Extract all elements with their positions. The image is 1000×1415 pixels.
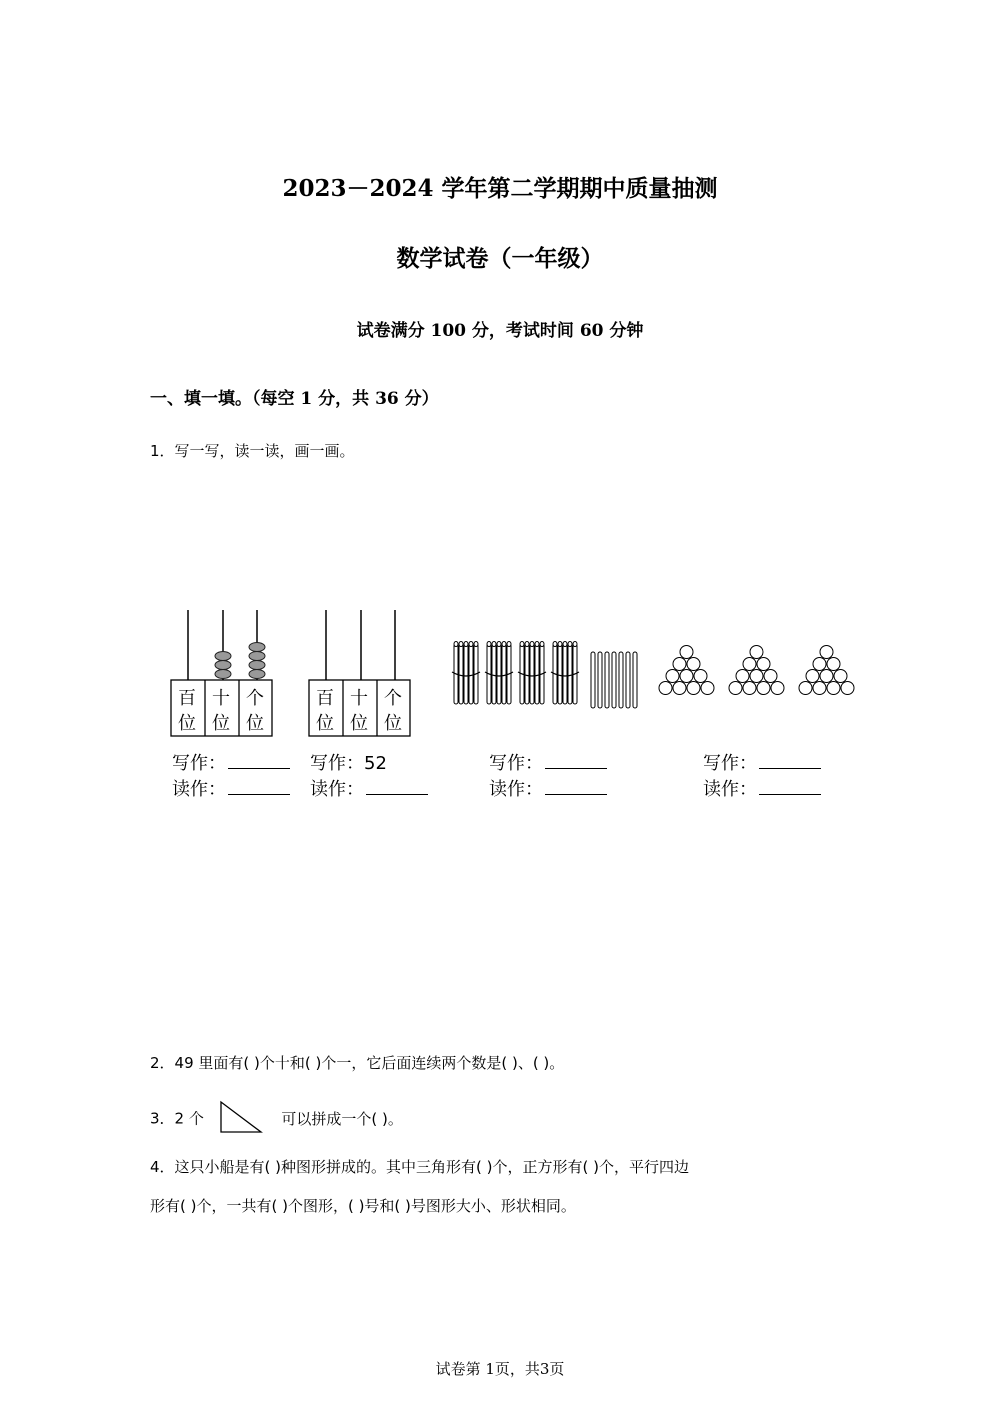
stick-bundle (518, 642, 546, 705)
abacus-bead (215, 661, 231, 670)
loose-stick (598, 652, 602, 708)
ball-triangle (799, 646, 854, 695)
stick-bundle (485, 642, 513, 705)
abacus-label-hundreds: 百 (316, 688, 334, 709)
abacus-label-hundreds: 百 (178, 688, 196, 709)
loose-stick (626, 652, 630, 708)
abacus-bead (249, 643, 265, 652)
q3-text-before: 3．2 个 (150, 1109, 204, 1128)
abacus-label-wei: 位 (316, 713, 334, 734)
ball-triangle (659, 646, 714, 695)
answer-blank[interactable] (545, 754, 607, 769)
answer-blank[interactable] (759, 754, 821, 769)
balls-figure (655, 644, 870, 708)
loose-stick (619, 652, 623, 708)
answer-blank[interactable] (366, 780, 428, 795)
abacus-label-ones: 个 (384, 688, 402, 709)
write-line-3 (489, 749, 607, 775)
write-label: 写作： (489, 753, 543, 774)
write-label: 写作： (703, 753, 757, 774)
read-label: 读作： (489, 779, 543, 800)
write-line-4 (703, 749, 821, 775)
abacus-label-ones: 个 (246, 688, 264, 709)
write-label: 写作： (172, 753, 226, 774)
triangle-icon (209, 1100, 267, 1130)
abacus-label-wei: 位 (350, 713, 368, 734)
loose-stick (605, 652, 609, 708)
read-label: 读作： (310, 779, 364, 800)
question-4-line-1: 4．这只小船是有( )种图形拼成的。其中三角形有( )个，正方形有( )个，平行四边 (150, 1158, 689, 1176)
abacus-label-wei: 位 (212, 713, 230, 734)
page-footer: 试卷第 1页，共3页 (435, 1360, 565, 1378)
abacus-label-wei: 位 (246, 713, 264, 734)
sticks-figure (448, 634, 648, 718)
given-value: 52 (364, 753, 387, 774)
read-label: 读作： (172, 779, 226, 800)
abacus-label-wei: 位 (384, 713, 402, 734)
loose-stick (633, 652, 637, 708)
section-heading: 一、填一填。（每空 1 分，共 36 分） (150, 389, 439, 409)
question-2: 2．49 里面有( )个十和( )个一，它后面连续两个数是( )、( )。 (150, 1054, 565, 1072)
answer-blank[interactable] (228, 780, 290, 795)
exam-note: 试卷满分 100 分，考试时间 60 分钟 (356, 321, 644, 341)
abacus-label-tens: 十 (212, 688, 230, 709)
loose-stick (612, 652, 616, 708)
read-line-1 (172, 775, 290, 801)
read-line-3 (489, 775, 607, 801)
answer-blank[interactable] (545, 780, 607, 795)
abacus-bead (249, 661, 265, 670)
abacus-bead (249, 670, 265, 679)
question-3 (150, 1104, 403, 1134)
abacus-figure-2 (306, 608, 416, 744)
write-line-1 (172, 749, 290, 775)
abacus-bead (215, 670, 231, 679)
abacus-bead (249, 652, 265, 661)
question-1-prompt: 1．写一写，读一读，画一画。 (150, 442, 355, 460)
write-line-2 (310, 749, 387, 775)
write-label: 写作： (310, 753, 364, 774)
stick-bundle (452, 642, 480, 705)
question-4-line-2: 形有( )个，一共有( )个图形，( )号和( )号图形大小、形状相同。 (150, 1197, 576, 1215)
stick-bundle (551, 642, 579, 705)
exam-subtitle: 数学试卷（一年级） (396, 245, 604, 272)
exam-title: 2023－2024 学年第二学期期中质量抽测 (282, 175, 718, 202)
read-line-4 (703, 775, 821, 801)
answer-blank[interactable] (228, 754, 290, 769)
abacus-bead (215, 652, 231, 661)
abacus-label-wei: 位 (178, 713, 196, 734)
q3-text-after: 可以拼成一个( )。 (281, 1109, 403, 1128)
read-line-2 (310, 775, 428, 801)
abacus-label-tens: 十 (350, 688, 368, 709)
answer-blank[interactable] (759, 780, 821, 795)
loose-stick (591, 652, 595, 708)
read-label: 读作： (703, 779, 757, 800)
abacus-figure-1 (168, 608, 278, 744)
ball-triangle (729, 646, 784, 695)
